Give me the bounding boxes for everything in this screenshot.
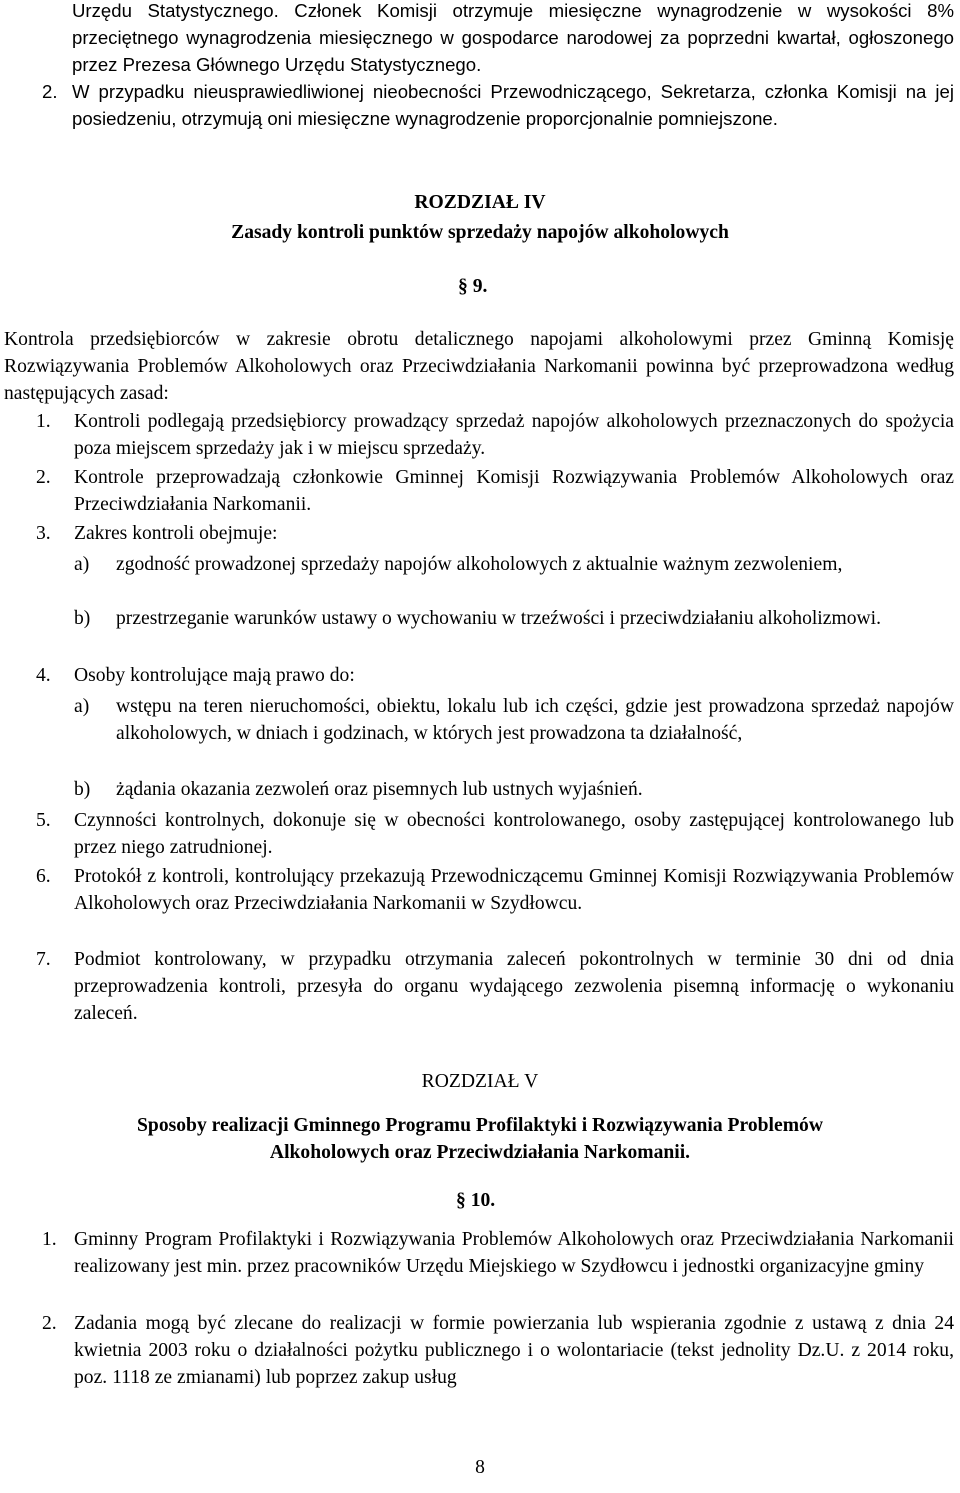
chapter-5-title xyxy=(0,1112,960,1166)
list-item-2 xyxy=(32,1310,954,1392)
sub-item-4a xyxy=(32,693,954,775)
list-item-text: Czynności kontrolnych, dokonuje się w obecności kontrolowanego, osoby zastępującej kontrolowanego lub przez niego zatrudnionej. xyxy=(74,810,954,859)
sub-item-letter: a) xyxy=(74,554,90,575)
chapter-5-title-line-2: Alkoholowych oraz Przeciwdziałania Narkomanii. xyxy=(269,1142,691,1164)
list-item-6 xyxy=(32,863,954,945)
chapter-5-list xyxy=(32,1226,954,1392)
sub-item-3a xyxy=(32,551,954,605)
intro-item-2-number: 2. xyxy=(42,81,58,102)
list-item-text: Zadania mogą być zlecane do realizacji w formie powierzania lub wspierania zgodnie z ustawą z dnia 24 kwietnia 2003 roku o działalności pożytku publicznego i o wolontariacie (tekst jednolity Dz.U. z 2014 roku, poz. 1118 ze zmianami) lub poprzez zakup usług xyxy=(74,1313,954,1389)
list-item-number: 1. xyxy=(36,411,51,432)
intro-text: Urzędu Statystycznego. Członek Komisji otrzymuje miesięczne wynagrodzenie w wysokości 8% przeciętnego wynagrodzenia miesięcznego w gospodarce narodowej za poprzedni kwartał, ogłoszonego przez Prezesa Głównego Urzędu Statystycznego. xyxy=(72,0,954,76)
chapter-4-title: Zasady kontroli punktów sprzedaży napojów alkoholowych xyxy=(231,222,729,244)
sub-item-text: żądania okazania zezwoleń oraz pisemnych lub ustnych wyjaśnień. xyxy=(116,779,643,800)
list-item-number: 1. xyxy=(42,1229,57,1250)
list-item-1 xyxy=(32,408,954,462)
list-item-text: Osoby kontrolujące mają prawo do: xyxy=(74,665,355,686)
chapter-4-label: ROZDZIAŁ IV xyxy=(414,192,546,213)
list-item-number: 2. xyxy=(42,1313,57,1334)
list-item-2 xyxy=(32,464,954,518)
list-item-number: 6. xyxy=(36,866,51,887)
sub-item-text: przestrzeganie warunków ustawy o wychowaniu w trzeźwości i przeciwdziałaniu alkoholizmowi. xyxy=(116,608,881,629)
intro-paragraph xyxy=(72,0,954,79)
list-item-text: Kontrole przeprowadzają członkowie Gminnej Komisji Rozwiązywania Problemów Alkoholowych oraz Przeciwdziałania Narkomanii. xyxy=(74,467,954,516)
chapter-4-list xyxy=(32,408,954,1028)
chapter-4-lead: Kontrola przedsiębiorców w zakresie obrotu detalicznego napojami alkoholowymi przez Gminną Komisję Rozwiązywania Problemów Alkoholowych oraz Przeciwdziałania Narkomanii powinna być przeprowadzona według następujących zasad: xyxy=(4,329,954,405)
list-item-number: 3. xyxy=(36,523,51,544)
sub-item-4b xyxy=(32,776,954,803)
list-item-text: Podmiot kontrolowany, w przypadku otrzymania zaleceń pokontrolnych w terminie 30 dni od dnia przeprowadzenia kontroli, przesyła do organu wydającego zezwolenia pisemną informację o wykonaniu zaleceń. xyxy=(74,949,954,1025)
sub-item-letter: a) xyxy=(74,696,90,717)
intro-item-2 xyxy=(32,78,954,132)
sub-item-text: wstępu na teren nieruchomości, obiektu, lokalu lub ich części, gdzie jest prowadzona sprzedaż napojów alkoholowych, w dniach i godzinach, w których jest prowadzona ta działalność, xyxy=(116,696,954,745)
list-item-number: 7. xyxy=(36,949,51,970)
intro-item-2-text: W przypadku nieusprawiedliwionej nieobecności Przewodniczącego, Sekretarza, członka Komisji na jej posiedzeniu, otrzymują oni miesięczne wynagrodzenie proporcjonalnie pomniejszone. xyxy=(72,81,954,130)
list-item-3 xyxy=(32,520,954,547)
sub-item-3b xyxy=(32,605,954,659)
chapter-5-label: ROZDZIAŁ V xyxy=(421,1071,539,1092)
list-item-number: 4. xyxy=(36,665,51,686)
list-item-7 xyxy=(32,946,954,1028)
list-item-text: Kontroli podlegają przedsiębiorcy prowadzący sprzedaż napojów alkoholowych przeznaczonych do spożycia poza miejscem sprzedaży jak i w miejscu sprzedaży. xyxy=(74,411,954,460)
list-item-text: Protokół z kontroli, kontrolujący przekazują Przewodniczącemu Gminnej Komisji Rozwiązywania Problemów Alkoholowych oraz Przeciwdziałania Narkomanii w Szydłowcu. xyxy=(74,866,954,915)
list-item-text: Gminny Program Profilaktyki i Rozwiązywania Problemów Alkoholowych oraz Przeciwdziałania Narkomanii realizowany jest min. przez pracowników Urzędu Miejskiego w Szydłowcu i jednostki organizacyjne gminy xyxy=(74,1229,954,1278)
list-item-text: Zakres kontroli obejmuje: xyxy=(74,523,278,544)
chapter-4-heading xyxy=(0,189,960,246)
list-item-5 xyxy=(32,807,954,861)
list-item-4 xyxy=(32,662,954,689)
section-10: § 10. xyxy=(456,1190,496,1211)
page-number: 8 xyxy=(475,1457,485,1478)
sub-item-letter: b) xyxy=(74,608,91,629)
list-item-number: 2. xyxy=(36,467,51,488)
sub-item-letter: b) xyxy=(74,779,91,800)
sub-item-text: zgodność prowadzonej sprzedaży napojów alkoholowych z aktualnie ważnym zezwoleniem, xyxy=(116,554,843,575)
list-item-number: 5. xyxy=(36,810,51,831)
list-item-1 xyxy=(32,1226,954,1308)
chapter-5-title-line-1: Sposoby realizacji Gminnego Programu Profilaktyki i Rozwiązywania Problemów xyxy=(137,1115,823,1136)
section-9: § 9. xyxy=(458,276,488,297)
